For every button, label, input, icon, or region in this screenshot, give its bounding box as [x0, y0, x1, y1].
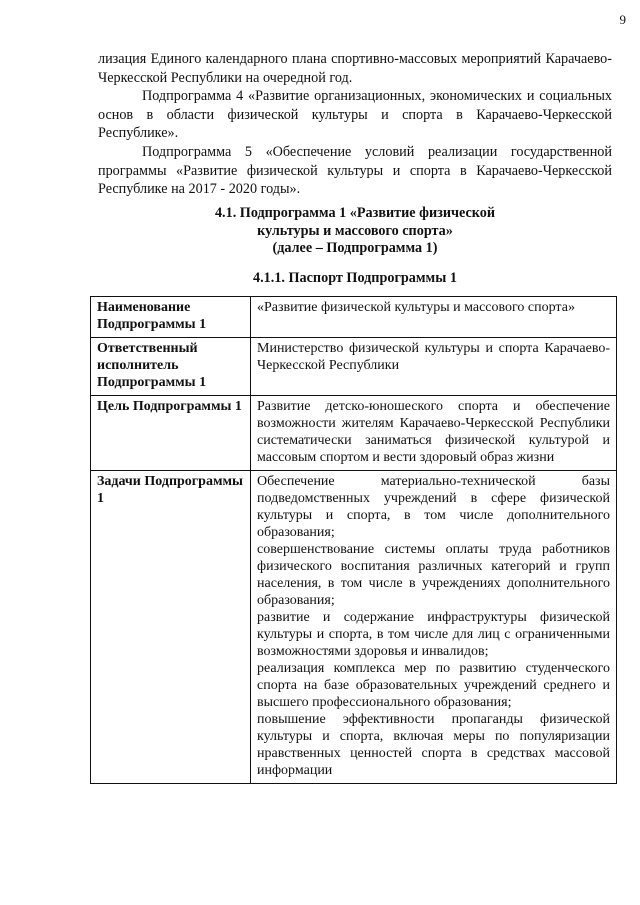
intro-paragraph: лизация Единого календарного плана спортивно-массовых мероприятий Карачаево-Черкесской Республики на очередной год. [98, 51, 612, 86]
task-item: Обеспечение материально-технической базы подведомственных учреждений в сфере физической культуры и спорта, в том числе дополнительного образования; [257, 474, 610, 540]
task-item: совершенствование системы оплаты труда работников физического воспитания различных категорий и групп населения, в том числе в учреждениях дополнительного образования; [257, 542, 610, 608]
row-value [251, 338, 617, 396]
section-heading-line: культуры и массового спорта» [257, 222, 453, 239]
row-value-text: Министерство физической культуры и спорта Карачаево-Черкесской Республики [257, 341, 610, 373]
table-row [91, 338, 617, 396]
row-label: Ответственный исполнитель Подпрограммы 1 [91, 338, 251, 396]
row-value-text: «Развитие физической культуры и массового спорта» [257, 300, 575, 315]
subsection-heading: 4.1.1. Паспорт Подпрограммы 1 [253, 270, 457, 286]
page-number: 9 [619, 12, 626, 27]
table-row [91, 396, 617, 471]
intro-paragraph: Подпрограмма 5 «Обеспечение условий реализации государственной программы «Развитие физической культуры и спорта в Карачаево-Черкесской Республике на 2017 - 2020 годы». [98, 143, 612, 198]
passport-table [90, 296, 617, 784]
intro-paragraph: Подпрограмма 4 «Развитие организационных, экономических и социальных основ в области физической культуры и спорта в Карачаево-Черкесской Республике». [98, 88, 612, 142]
row-label: Наименование Подпрограммы 1 [91, 297, 251, 338]
row-value-text: Развитие детско-юношеского спорта и обеспечение возможности жителям Карачаево-Черкесской Республики систематически заниматься физической культурой и массовым спортом и вести здоровый образ жизни [257, 399, 610, 465]
task-item: развитие и содержание инфраструктуры физической культуры и спорта, в том числе для лиц с ограниченными возможностями здоровья и инвалидов; [257, 610, 610, 659]
intro-text [98, 50, 612, 199]
row-value [251, 471, 617, 784]
section-heading-line: (далее – Подпрограмма 1) [272, 240, 438, 256]
row-label: Цель Подпрограммы 1 [91, 396, 251, 471]
table-row [91, 297, 617, 338]
task-item: реализация комплекса мер по развитию студенческого спорта на базе образовательных учреждений среднего и высшего профессионального образования; [257, 661, 610, 710]
table-row [91, 471, 617, 784]
section-heading [98, 205, 612, 258]
row-value [251, 396, 617, 471]
row-label: Задачи Подпрограммы 1 [91, 471, 251, 784]
task-item: повышение эффективности пропаганды физической культуры и спорта, включая меры по популяризации нравственных ценностей спорта в средствах массовой информации [257, 712, 610, 778]
section-heading-line: 4.1. Подпрограмма 1 «Развитие физической [214, 205, 496, 221]
row-value [251, 297, 617, 338]
